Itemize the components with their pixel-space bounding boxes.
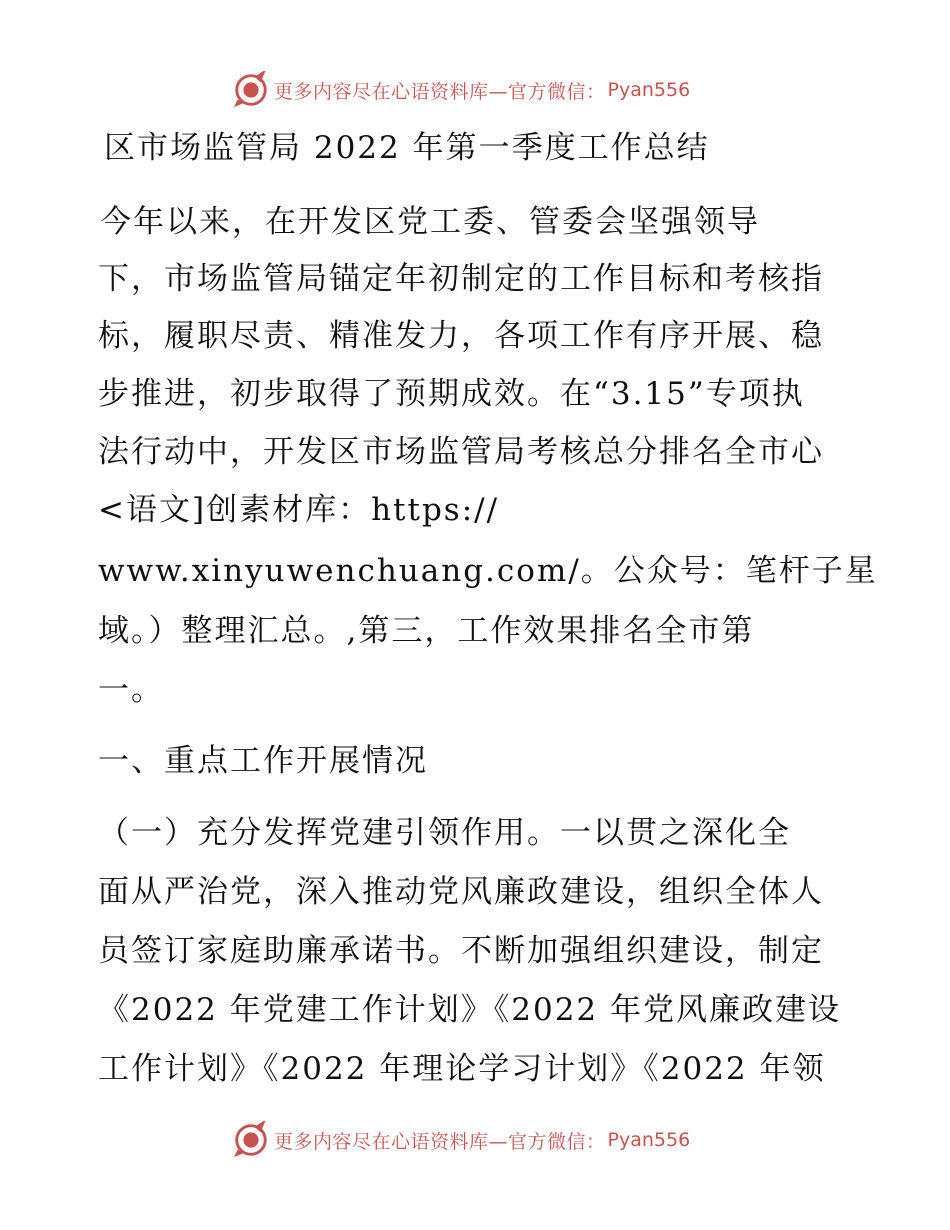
- watermark-text: 更多内容尽在心语资料库—官方微信：: [274, 1130, 606, 1153]
- red-quill-seal-icon: [232, 71, 270, 109]
- watermark-wechat-id: Pyan556: [607, 1129, 691, 1151]
- document-title: 区市场监管局 2022 年第一季度工作总结: [104, 130, 710, 166]
- section-heading: 一、重点工作开展情况: [98, 743, 428, 779]
- paragraph-line: （一）充分发挥党建引领作用。一以贯之深化全: [98, 815, 791, 851]
- paragraph-line: www.xinyuwenchuang.com/。公众号：笔杆子星: [98, 553, 878, 589]
- paragraph-line: 工作计划》《2022 年理论学习计划》《2022 年领: [98, 1051, 826, 1087]
- paragraph-line: 面从严治党，深入推动党风廉政建设，组织全体人: [98, 874, 824, 910]
- watermark-banner-bottom: [232, 1120, 690, 1160]
- paragraph-line: 《2022 年党建工作计划》《2022 年党风廉政建设: [98, 992, 841, 1028]
- watermark-text: 更多内容尽在心语资料库—官方微信：: [274, 80, 606, 103]
- paragraph-line: 一。: [98, 672, 164, 708]
- red-quill-seal-icon: [232, 1121, 270, 1159]
- watermark-banner-top: [232, 70, 690, 110]
- paragraph-line: 员签订家庭助廉承诺书。不断加强组织建设，制定: [98, 933, 824, 969]
- paragraph-line: 法行动中，开发区市场监管局考核总分排名全市心: [98, 434, 824, 470]
- watermark-wechat-id: Pyan556: [607, 79, 691, 101]
- paragraph-line: 标，履职尽责、精准发力，各项工作有序开展、稳: [98, 318, 824, 354]
- paragraph-line: <语文]创素材库：https://: [98, 492, 500, 528]
- paragraph-line: 下，市场监管局锚定年初制定的工作目标和考核指: [98, 261, 824, 297]
- paragraph-line: 域。）整理汇总。,第三，工作效果排名全市第: [98, 613, 755, 649]
- paragraph-line: 步推进，初步取得了预期成效。在“3.15”专项执: [98, 376, 805, 412]
- paragraph-line: 今年以来，在开发区党工委、管委会坚强领导: [100, 204, 760, 240]
